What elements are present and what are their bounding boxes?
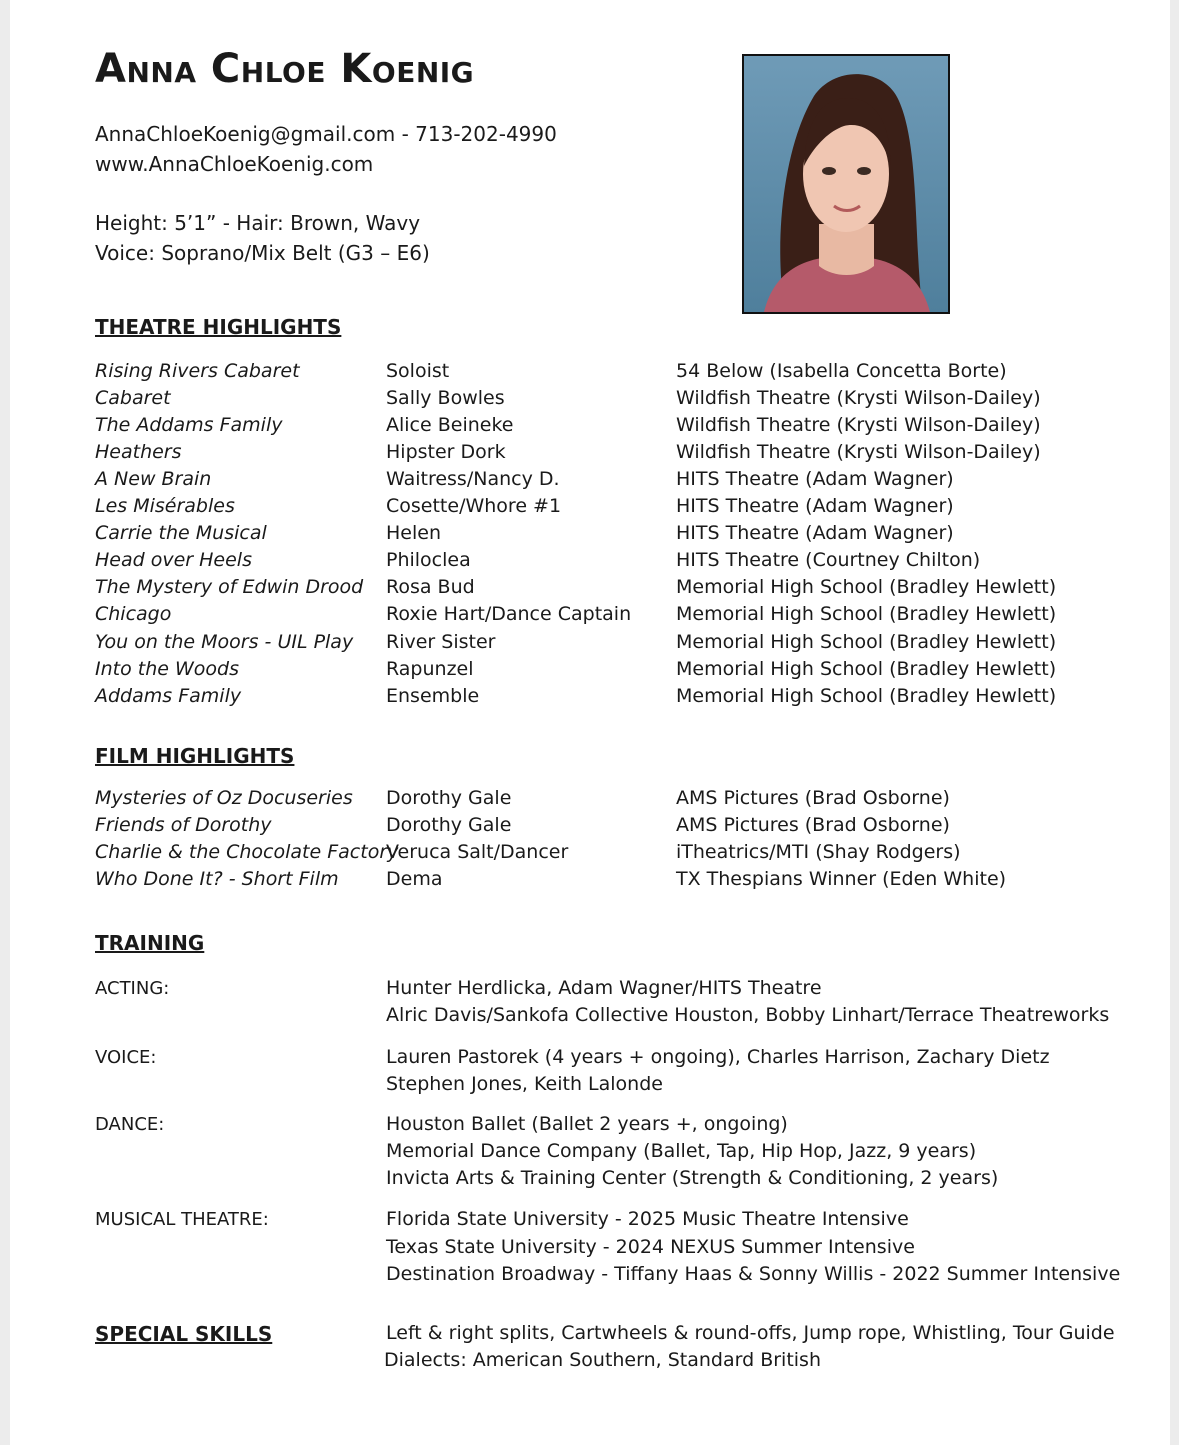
skills-heading: SPECIAL SKILLS [95,1322,273,1346]
production: TX Thespians Winner (Eden White) [676,868,1007,890]
venue: HITS Theatre (Adam Wagner) [676,522,954,544]
show-title: A New Brain [95,468,212,490]
training-line: Houston Ballet (Ballet 2 years +, ongoing) [386,1113,788,1135]
table-row [10,631,1170,658]
show-title: Into the Woods [95,658,239,680]
height-hair: Height: 5’1” - Hair: Brown, Wavy [95,211,421,235]
show-title: Carrie the Musical [95,522,267,544]
role: Philoclea [386,549,471,571]
headshot-photo [742,54,950,314]
production: AMS Pictures (Brad Osborne) [676,787,950,809]
role: Waitress/Nancy D. [386,468,560,490]
show-title: The Addams Family [95,414,283,436]
venue: Memorial High School (Bradley Hewlett) [676,576,1057,598]
table-row [10,814,1170,841]
film-title: Mysteries of Oz Docuseries [95,787,353,809]
training-line: Lauren Pastorek (4 years + ongoing), Charles Harrison, Zachary Dietz [386,1046,1050,1068]
role: Cosette/Whore #1 [386,495,562,517]
voice-range: Voice: Soprano/Mix Belt (G3 – E6) [95,241,430,265]
training-label-voice: VOICE: [95,1047,157,1068]
training-line: Memorial Dance Company (Ballet, Tap, Hip Hop, Jazz, 9 years) [386,1140,977,1162]
role: Roxie Hart/Dance Captain [386,603,632,625]
venue: Memorial High School (Bradley Hewlett) [676,631,1057,653]
venue: Memorial High School (Bradley Hewlett) [676,685,1057,707]
training-label-musical-theatre: MUSICAL THEATRE: [95,1209,269,1230]
table-row [10,522,1170,549]
role: Hipster Dork [386,441,506,463]
training-line: Alric Davis/Sankofa Collective Houston, Bobby Linhart/Terrace Theatreworks [386,1004,1110,1026]
role: Ensemble [386,685,480,707]
venue: 54 Below (Isabella Concetta Borte) [676,360,1007,382]
training-line: Texas State University - 2024 NEXUS Summer Intensive [386,1236,915,1258]
film-title: Friends of Dorothy [95,814,272,836]
table-row [10,549,1170,576]
role: Rosa Bud [386,576,475,598]
table-row [10,787,1170,814]
venue: Memorial High School (Bradley Hewlett) [676,603,1057,625]
venue: HITS Theatre (Adam Wagner) [676,495,954,517]
resume-page [10,0,1170,1445]
headshot-illustration [744,56,948,312]
training-label-dance: DANCE: [95,1114,165,1135]
show-title: Chicago [95,603,172,625]
show-title: Heathers [95,441,182,463]
venue: Wildfish Theatre (Krysti Wilson-Dailey) [676,414,1041,436]
role: Rapunzel [386,658,474,680]
contact-line: AnnaChloeKoenig@gmail.com - 713-202-4990 [95,122,557,146]
training-heading: TRAINING [95,931,205,955]
training-line: Destination Broadway - Tiffany Haas & Sonny Willis - 2022 Summer Intensive [386,1263,1121,1285]
table-row [10,387,1170,414]
show-title: Cabaret [95,387,171,409]
film-heading: FILM HIGHLIGHTS [95,744,295,768]
show-title: Head over Heels [95,549,252,571]
production: iTheatrics/MTI (Shay Rodgers) [676,841,961,863]
film-title: Who Done It? - Short Film [95,868,339,890]
training-line: Stephen Jones, Keith Lalonde [386,1073,663,1095]
table-row [10,441,1170,468]
skills-line: Dialects: American Southern, Standard British [384,1349,821,1371]
role: Soloist [386,360,450,382]
skills-line: Left & right splits, Cartwheels & round-offs, Jump rope, Whistling, Tour Guide [386,1322,1115,1344]
role: Dema [386,868,443,890]
table-row [10,414,1170,441]
actor-name: Anna Chloe Koenig [95,46,475,92]
theatre-heading: THEATRE HIGHLIGHTS [95,315,342,339]
role: River Sister [386,631,496,653]
role: Dorothy Gale [386,787,512,809]
show-title: Les Misérables [95,495,235,517]
role: Helen [386,522,441,544]
table-row [10,868,1170,895]
table-row [10,603,1170,630]
role: Sally Bowles [386,387,505,409]
role: Dorothy Gale [386,814,512,836]
table-row [10,658,1170,685]
training-line: Florida State University - 2025 Music Theatre Intensive [386,1208,909,1230]
table-row [10,468,1170,495]
venue: Wildfish Theatre (Krysti Wilson-Dailey) [676,387,1041,409]
table-row [10,495,1170,522]
production: AMS Pictures (Brad Osborne) [676,814,950,836]
show-title: You on the Moors - UIL Play [95,631,354,653]
venue: Memorial High School (Bradley Hewlett) [676,658,1057,680]
venue: HITS Theatre (Courtney Chilton) [676,549,981,571]
show-title: Addams Family [95,685,242,707]
website: www.AnnaChloeKoenig.com [95,152,374,176]
show-title: The Mystery of Edwin Drood [95,576,364,598]
role: Veruca Salt/Dancer [386,841,569,863]
table-row [10,360,1170,387]
table-row [10,576,1170,603]
role: Alice Beineke [386,414,514,436]
training-line: Invicta Arts & Training Center (Strength & Conditioning, 2 years) [386,1167,999,1189]
table-row [10,685,1170,712]
table-row [10,841,1170,868]
training-line: Hunter Herdlicka, Adam Wagner/HITS Theatre [386,977,822,999]
show-title: Rising Rivers Cabaret [95,360,300,382]
venue: HITS Theatre (Adam Wagner) [676,468,954,490]
venue: Wildfish Theatre (Krysti Wilson-Dailey) [676,441,1041,463]
film-title: Charlie & the Chocolate Factory [95,841,399,863]
training-label-acting: ACTING: [95,978,170,999]
